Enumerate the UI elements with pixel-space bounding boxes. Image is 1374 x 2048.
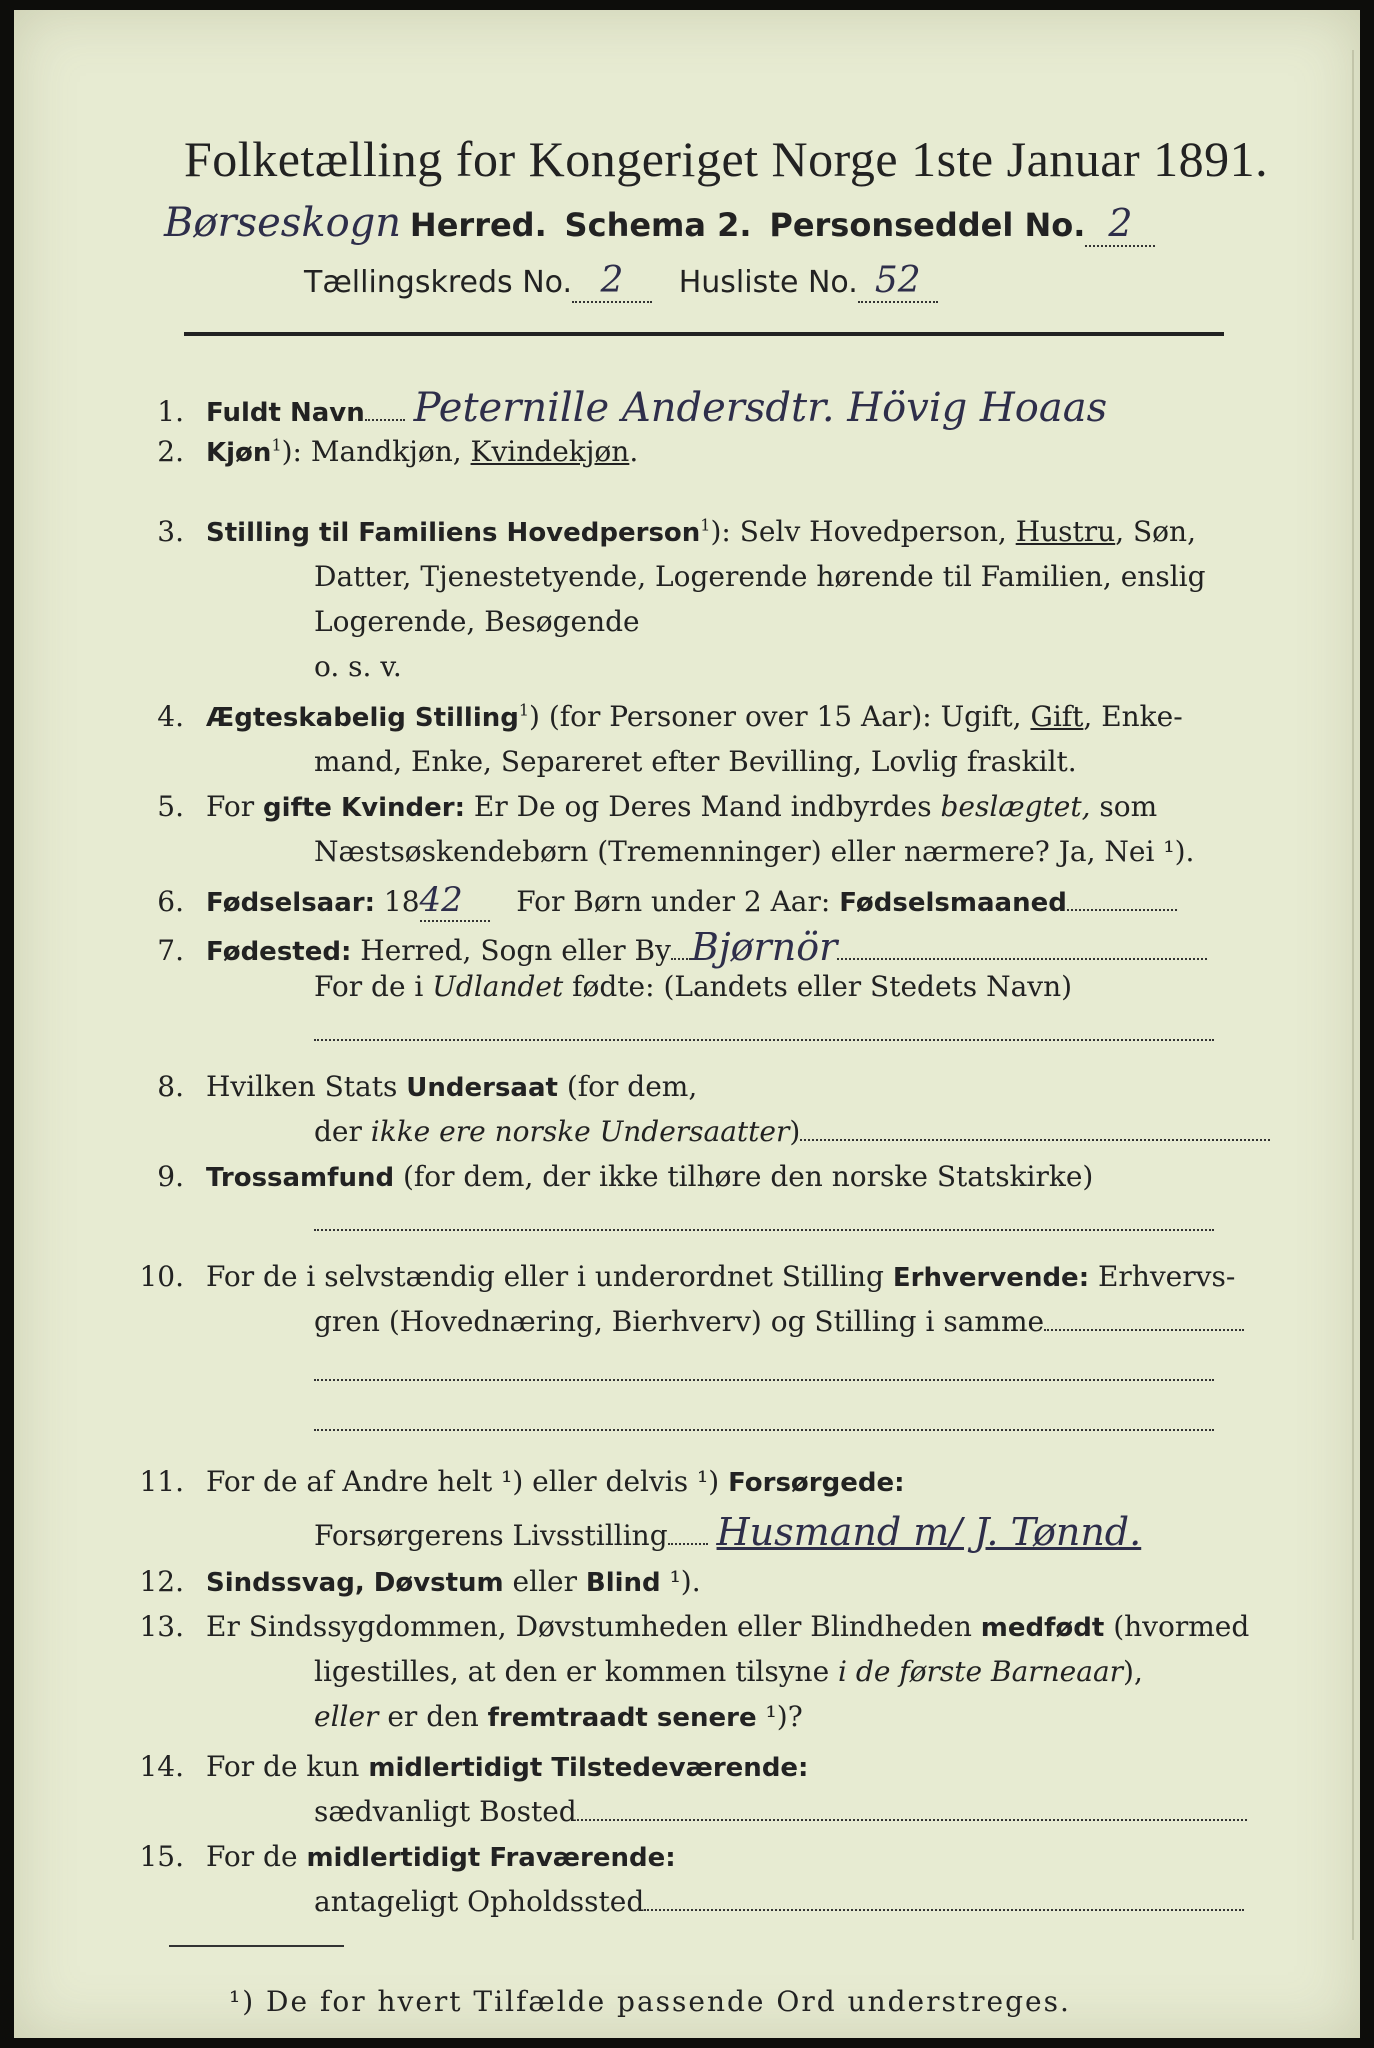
item-10-line-1 [124,1260,1235,1293]
item-5-line-2: Næstsøskendebørn (Tremenninger) eller nærmere? Ja, Nei ¹). [314,835,1195,868]
item-number: 15. [139,1840,184,1873]
item-number: 10. [139,1260,184,1293]
item-1 [124,385,1107,431]
birth-year-label: Fødselsaar: [206,888,375,918]
item-7-line-1 [124,925,1207,969]
item-10-blank-1 [314,1355,1214,1388]
full-name-value: Peternille Andersdtr. Hövig Hoaas [413,385,1108,431]
family-position-text: ): Selv Hovedperson, [710,515,1016,548]
marital-status-text-end: , Enke- [1083,700,1183,733]
item-4-line-1: 4. Ægteskabelig Stilling$^1$) (for Personer over 15 Aar): Ugift, Gift, Enke- [124,700,1183,733]
sex-options: ): Mandkjøn, [281,435,471,468]
kreds-no: 2 [572,260,652,303]
birth-month-text: For Børn under 2 Aar: [516,885,840,918]
item-number: 9. [157,1160,184,1193]
kreds-label: Tællingskreds No. [304,265,572,300]
temp-absent-label: midlertidigt Fraværende: [306,1843,676,1873]
personseddel-no: 2 [1085,201,1155,247]
sex-label: Kjøn [206,438,272,468]
citizenship-label: Undersaat [406,1073,558,1103]
sex-selected: Kvindekjøn [470,435,630,468]
citizenship-line2-end: ) [789,1115,801,1148]
item-3-line-1: 3. Stilling til Familiens Hovedperson$^1$): Selv Hovedperson, Hustru, Søn, [124,515,1196,548]
item-6 [124,880,1177,922]
item-14-line-2 [314,1795,1247,1828]
later-onset-label: fremtraadt senere [487,1703,757,1733]
birthplace-value: Bjørnör [690,925,838,969]
birth-month-label: Fødselsmaaned [839,888,1067,918]
married-women-prefix: For [206,790,264,823]
item-14-line-1 [124,1750,808,1783]
congenital-label: medfødt [980,1613,1105,1643]
provider-occupation-label: Forsørgerens Livsstilling [314,1519,668,1552]
married-women-label: gifte Kvinder: [263,793,465,823]
birthplace-label: Fødested: [206,937,352,967]
item-15-line-1 [124,1840,676,1873]
religion-text: (for dem, der ikke tilhøre den norske Statskirke) [394,1160,1094,1193]
marital-status-text: ) (for Personer over 15 Aar): Ugift, [529,700,1031,733]
schema-label: Schema 2. [564,206,752,244]
family-position-label: Stilling til Familiens Hovedperson [206,518,701,548]
census-form-sheet [14,10,1360,2038]
item-8-line-1 [124,1070,697,1103]
form-title: Folketælling for Kongeriget Norge 1ste Januar 1891. [184,131,1269,187]
item-number: 8. [157,1070,184,1103]
citizenship-text: (for dem, [557,1070,698,1103]
personseddel-label: Personseddel No. [769,206,1086,244]
birth-year-prefix: 18 [375,885,420,918]
item-number: 12. [139,1565,184,1598]
item-7-line-2 [314,970,1072,1003]
occupation-line2: gren (Hovednæring, Bierhverv) og Stilling i samme [314,1305,1045,1338]
congenital-text: (hvormed [1104,1610,1250,1643]
disability-mid: eller [503,1565,586,1598]
family-position-text-end: , Søn, [1115,515,1196,548]
paper-fold-line [1352,50,1354,1940]
married-women-italic: beslægtet, [940,790,1091,823]
item-2 [124,435,638,468]
occupation-label: Erhvervende: [892,1263,1090,1293]
supported-label: Forsørgede: [728,1468,905,1498]
family-position-selected: Hustru [1015,515,1116,548]
item-3-line-3: Logerende, Besøgende [314,605,640,638]
congenital-line2-prefix: ligestilles, at den er kommen tilsyne [314,1655,839,1688]
congenital-prefix: Er Sindssygdommen, Døvstumheden eller Blindheden [206,1610,981,1643]
occupation-text: Erhvervs- [1089,1260,1236,1293]
congenital-line2-end: ), [1123,1655,1143,1688]
item-10-blank-2 [314,1405,1214,1438]
item-13-line-3 [314,1700,803,1733]
disability-label: Sindssvag, Døvstum [206,1568,504,1598]
herred-line [164,200,1155,247]
item-5-line-1 [124,790,1157,823]
congenital-line3-italic: eller [314,1700,379,1733]
item-number: 2. [157,435,184,468]
herred-value: Børseskogn [164,200,402,246]
item-15-line-2 [314,1885,1244,1918]
item-8-line-2 [314,1115,1270,1148]
footnote-divider [169,1945,344,1947]
marital-status-selected: Gift [1030,700,1084,733]
temp-present-prefix: For de kun [206,1750,369,1783]
usual-residence-label: sædvanligt Bosted [314,1795,577,1828]
married-women-text: Er De og Deres Mand indbyrdes [464,790,941,823]
item-number: 13. [139,1610,184,1643]
footnote-ref: 1 [271,435,282,455]
foreign-born-text: fødte: (Landets eller Stedets Navn) [563,970,1073,1003]
item-number: 3. [157,515,184,548]
citizenship-line2-prefix: der [314,1115,371,1148]
footnote: ¹) De for hvert Tilfælde passende Ord understreges. [229,1985,1071,2018]
temp-absent-prefix: For de [206,1840,307,1873]
kreds-line [304,260,938,303]
item-12 [124,1565,701,1598]
married-women-text-end: som [1090,790,1158,823]
congenital-line2-italic: i de første Barneaar [838,1655,1124,1688]
item-13-line-2 [314,1655,1143,1688]
religion-label: Trossamfund [206,1163,395,1193]
herred-label: Herred. [409,206,547,244]
provider-occupation-value: Husmand m/ J. Tønnd. [716,1510,1142,1554]
disability-end: ¹). [660,1565,701,1598]
item-number: 1. [157,395,184,428]
birth-year-value: 42 [420,880,490,922]
congenital-line3-text: er den [378,1700,488,1733]
citizenship-line2-italic: ikke ere norske Undersaatter [370,1115,790,1148]
supported-prefix: For de af Andre helt ¹) eller delvis ¹) [206,1465,729,1498]
sex-end: . [629,435,639,468]
item-3-line-2: Datter, Tjenestetyende, Logerende hørende til Familien, enslig [314,560,1206,593]
probable-residence-label: antageligt Opholdssted [314,1885,645,1918]
husliste-label: Husliste No. [678,265,858,300]
item-9-blank [314,1205,1214,1238]
husliste-no: 52 [858,260,938,303]
foreign-born-italic: Udlandet [432,970,564,1003]
item-number: 11. [139,1465,184,1498]
item-number: 5. [157,790,184,823]
full-name-label: Fuldt Navn [206,398,365,428]
item-13-line-1 [124,1610,1249,1643]
header-rule [184,332,1224,336]
item-number: 4. [157,700,184,733]
citizenship-prefix: Hvilken Stats [206,1070,407,1103]
occupation-prefix: For de i selvstændig eller i underordnet Stilling [206,1260,893,1293]
foreign-born-prefix: For de i [314,970,433,1003]
item-number: 14. [139,1750,184,1783]
item-9 [124,1160,1093,1193]
marital-status-label: Ægteskabelig Stilling [206,703,519,733]
item-number: 6. [157,885,184,918]
item-3-line-4: o. s. v. [314,650,402,683]
item-4-line-2: mand, Enke, Separeret efter Bevilling, Lovlig fraskilt. [314,745,1077,778]
item-7-blank [314,1015,1214,1048]
item-number: 7. [157,934,184,967]
item-11-line-1 [124,1465,905,1498]
birthplace-text: Herred, Sogn eller By [351,934,671,967]
temp-present-label: midlertidigt Tilstedeværende: [368,1753,809,1783]
congenital-line3-end: ¹)? [756,1700,803,1733]
blind-label: Blind [585,1568,661,1598]
item-10-line-2 [314,1305,1244,1338]
item-11-line-2 [314,1510,1141,1554]
